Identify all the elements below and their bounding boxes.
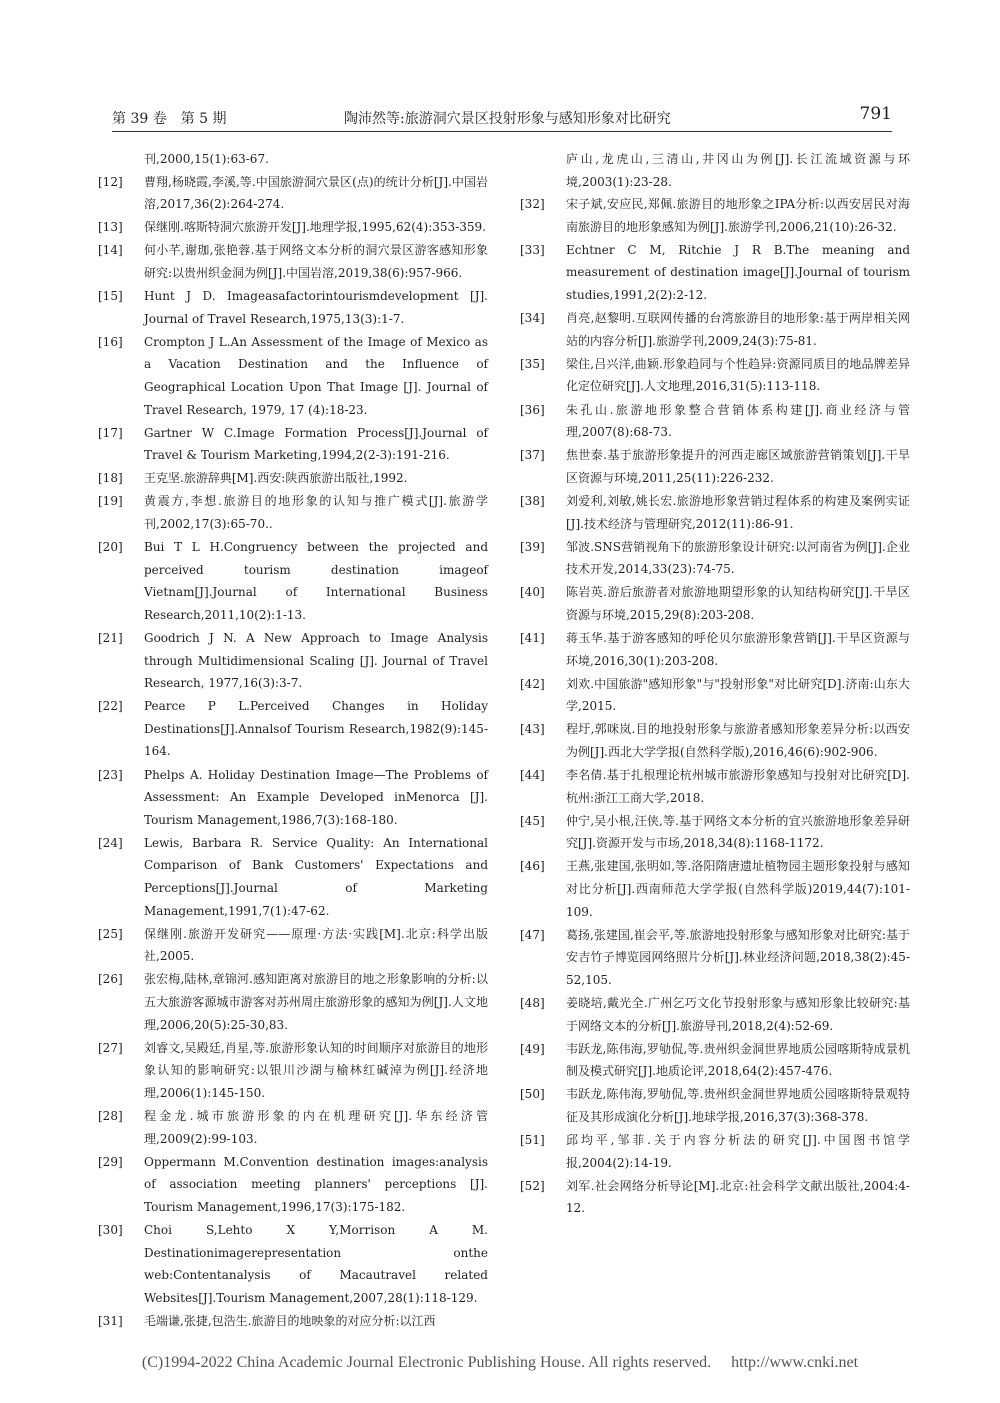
reference-item — [98, 764, 492, 832]
reference-number: [13] — [98, 220, 123, 235]
reference-item — [98, 1105, 488, 1150]
reference-text: 程金龙.城市旅游形象的内在机理研究[J].华东经济管理,2009(2):99-103. — [144, 1108, 488, 1146]
reference-item — [98, 536, 492, 626]
reference-text: Oppermann M.Convention destination images:analysis of association meeting planners' perceptions [J]. Tourism Management,1996,17(3):175-182. — [144, 1154, 492, 1214]
reference-text: Phelps A. Holiday Destination Image—The Problems of Assessment: An Example Developed inMenorca [J]. Tourism Management,1986,7(3):168-180. — [144, 767, 492, 827]
reference-item — [98, 331, 492, 421]
reference-item — [520, 490, 910, 535]
reference-item — [98, 239, 488, 284]
reference-text: 保继刚.喀斯特洞穴旅游开发[J].地理学报,1995,62(4):353-359. — [144, 220, 486, 235]
reference-item — [98, 1037, 488, 1105]
reference-number: [12] — [98, 174, 123, 189]
reference-item — [520, 627, 910, 672]
reference-item — [520, 992, 910, 1037]
reference-text: 王克坚.旅游辞典[M].西安:陕西旅游出版社,1992. — [144, 471, 408, 486]
reference-number: [29] — [98, 1154, 123, 1169]
reference-text: 张宏梅,陆林,章锦河.感知距离对旅游目的地之形象影响的分析:以五大旅游客源城市游客对苏州周庄旅游形象的感知为例[J].人文地理,2006,20(5):25-30,83. — [144, 972, 488, 1032]
running-header — [112, 104, 892, 128]
reference-number: [45] — [520, 813, 545, 828]
header-rule — [112, 131, 892, 132]
reference-number: [49] — [520, 1041, 545, 1056]
reference-number: [19] — [98, 494, 123, 509]
reference-text: 姜晓培,戴光全.广州乞巧文化节投射形象与感知形象比较研究:基于网络文本的分析[J].旅游导刊,2018,2(4):52-69. — [566, 995, 910, 1033]
reference-item — [520, 810, 910, 855]
reference-item — [98, 422, 492, 467]
reference-number: [41] — [520, 630, 545, 645]
reference-text: 王燕,张建国,张明如,等.洛阳隋唐遗址植物园主题形象投射与感知对比分析[J].西南师范大学学报(自然科学版)2019,44(7):101-109. — [566, 859, 910, 919]
reference-number: [34] — [520, 311, 545, 326]
reference-item — [98, 216, 488, 239]
reference-number: [43] — [520, 722, 545, 737]
reference-text: 黄震方,李想.旅游目的地形象的认知与推广模式[J].旅游学刊,2002,17(3):65-70.. — [144, 494, 488, 531]
reference-text: 毛端谦,张捷,包浩生.旅游目的地映象的对应分析:以江西 — [144, 1313, 436, 1328]
reference-continuation: 刊,2000,15(1):63-67. — [144, 152, 269, 166]
reference-item — [520, 718, 910, 763]
reference-item — [98, 923, 488, 968]
reference-item — [520, 1175, 910, 1220]
reference-number: [36] — [520, 402, 545, 417]
reference-item — [520, 307, 910, 352]
reference-text: Choi S,Lehto X Y,Morrison A M. Destinationimagerepresentation onthe web:Contentanalysis of Macautravel related Websites[J].Tourism Management,2007,28(1):118-129. — [144, 1222, 492, 1305]
reference-item — [520, 239, 914, 307]
reference-number: [48] — [520, 995, 545, 1010]
reference-number: [39] — [520, 539, 545, 554]
reference-text: 刘欢.中国旅游"感知形象"与"投射形象"对比研究[D].济南:山东大学,2015. — [566, 676, 910, 714]
reference-number: [46] — [520, 859, 545, 874]
reference-item — [98, 171, 488, 216]
reference-item — [520, 536, 910, 581]
reference-item — [98, 695, 492, 763]
reference-number: [51] — [520, 1133, 545, 1148]
reference-number: [38] — [520, 493, 545, 508]
reference-number: [47] — [520, 927, 545, 942]
reference-text: 梁住,吕兴洋,曲颖.形象趋同与个性趋异:资源同质目的地品牌差异化定位研究[J].人文地理,2016,31(5):113-118. — [566, 356, 910, 394]
reference-number: [52] — [520, 1178, 545, 1193]
reference-item — [98, 627, 492, 695]
reference-item — [98, 1310, 488, 1333]
reference-text: 蒋玉华.基于游客感知的呼伦贝尔旅游形象营销[J].干旱区资源与环境,2016,30(1):203-208. — [566, 630, 910, 668]
reference-text: 韦跃龙,陈伟海,罗劬侃,等.贵州织金洞世界地质公园喀斯特景观特征及其形成演化分析[J].地球学报,2016,37(3):368-378. — [566, 1087, 910, 1124]
footer-url: http://www.cnki.net — [731, 1354, 859, 1371]
reference-text: 刘军.社会网络分析导论[M].北京:社会科学文献出版社,2004:4-12. — [566, 1178, 910, 1216]
reference-number: [37] — [520, 448, 545, 463]
reference-item — [520, 924, 910, 992]
reference-text: 程圩,郭咪岚.目的地投射形象与旅游者感知形象差异分析:以西安为例[J].西北大学学报(自然科学版),2016,46(6):902-906. — [566, 722, 910, 759]
reference-text: 保继刚.旅游开发研究——原理·方法·实践[M].北京:科学出版社,2005. — [144, 926, 488, 964]
reference-number: [26] — [98, 972, 123, 987]
reference-text: 李名倩.基于扎根理论杭州城市旅游形象感知与投射对比研究[D].杭州:浙江工商大学,2018. — [566, 768, 910, 805]
reference-text: 邱均平,邹菲.关于内容分析法的研究[J].中国图书馆学报,2004(2):14-19. — [566, 1133, 910, 1170]
reference-text: 朱孔山.旅游地形象整合营销体系构建[J].商业经济与管理,2007(8):68-73. — [566, 402, 910, 440]
page-number: 791 — [859, 104, 892, 124]
reference-number: [21] — [98, 630, 123, 645]
reference-text: Crompton J L.An Assessment of the Image of Mexico as a Vacation Destination and the Influence of Geographical Location Upon That Image [J]. Journal of Travel Research, 1979, 17 (4):18-23. — [144, 334, 492, 417]
reference-number: [31] — [98, 1313, 123, 1328]
reference-item — [520, 673, 910, 718]
reference-text: 焦世泰.基于旅游形象提升的河西走廊区域旅游营销策划[J].干旱区资源与环境,2011,25(11):226-232. — [566, 448, 910, 485]
reference-number: [30] — [98, 1222, 123, 1237]
reference-item — [98, 467, 488, 490]
reference-number: [44] — [520, 768, 545, 783]
reference-item — [520, 1129, 910, 1174]
reference-text: Pearce P L.Perceived Changes in Holiday Destinations[J].Annalsof Tourism Research,1982(9):145-164. — [144, 699, 492, 759]
reference-item — [98, 1151, 492, 1219]
reference-text: 宋子斌,安应民,郑佩.旅游目的地形象之IPA分析:以西安居民对海南旅游目的地形象感知为例[J].旅游学刊,2006,21(10):26-32. — [566, 197, 910, 234]
reference-text: Gartner W C.Image Formation Process[J].Journal of Travel & Tourism Marketing,1994,2(2-3):191-216. — [144, 425, 492, 463]
reference-continuation: 庐山,龙虎山,三清山,井冈山为例[J].长江流域资源与环境,2003(1):23-28. — [566, 152, 910, 189]
reference-item — [520, 764, 910, 809]
reference-text: 肖亮,赵黎明.互联网传播的台湾旅游目的地形象:基于两岸相关网站的内容分析[J].旅游学刊,2009,24(3):75-81. — [566, 311, 910, 348]
reference-item — [520, 855, 910, 923]
reference-item — [520, 399, 910, 444]
reference-item — [98, 490, 488, 535]
running-title: 陶沛然等:旅游洞穴景区投射形象与感知形象对比研究 — [344, 111, 671, 127]
reference-number: [20] — [98, 540, 123, 555]
reference-text: 韦跃龙,陈伟海,罗劬侃,等.贵州织金洞世界地质公园喀斯特成景机制及模式研究[J].地质论评,2018,64(2):457-476. — [566, 1041, 910, 1079]
reference-item — [98, 1219, 492, 1309]
reference-number: [50] — [520, 1087, 545, 1102]
right-column — [520, 148, 914, 1220]
reference-number: [42] — [520, 676, 545, 691]
reference-number: [33] — [520, 242, 545, 257]
reference-item — [520, 353, 910, 398]
reference-number: [35] — [520, 356, 545, 371]
reference-number: [22] — [98, 699, 123, 714]
reference-text: 曹翔,杨晓霞,李溪,等.中国旅游洞穴景区(点)的统计分析[J].中国岩溶,2017,36(2):264-274. — [144, 174, 488, 212]
reference-number: [24] — [98, 835, 123, 850]
reference-item — [98, 968, 488, 1036]
left-column — [98, 148, 492, 1333]
reference-item — [520, 444, 910, 489]
reference-text: Lewis, Barbara R. Service Quality: An International Comparison of Bank Customers' Expectations and Perceptions[J].Journal of Marketing Management,1991,7(1):47-62. — [144, 835, 492, 918]
reference-text: 刘爱利,刘敏,姚长宏.旅游地形象营销过程体系的构建及案例实证[J].技术经济与管理研究,2012(11):86-91. — [566, 493, 910, 531]
reference-text: Bui T L H.Congruency between the projected and perceived tourism destination imageof Vietnam[J].Journal of International Business Research,2011,10(2):1-13. — [144, 540, 492, 622]
reference-number: [40] — [520, 585, 545, 600]
reference-item — [520, 1083, 910, 1128]
volume-issue: 第 39 卷 第 5 期 — [112, 111, 227, 127]
reference-text: 陈岩英.游后旅游者对旅游地期望形象的认知结构研究[J].干旱区资源与环境,2015,29(8):203-208. — [566, 585, 910, 622]
reference-number: [32] — [520, 197, 545, 212]
reference-text: Hunt J D. Imageasafactorintourismdevelopment [J]. Journal of Travel Research,1975,13(3):1-7. — [144, 289, 492, 326]
reference-item — [520, 581, 910, 626]
reference-text: 仲宁,吴小根,汪侠,等.基于网络文本分析的宜兴旅游地形象差异研究[J].资源开发与市场,2018,34(8):1168-1172. — [566, 813, 910, 851]
reference-text: Goodrich J N. A New Approach to Image Analysis through Multidimensional Scaling [J]. Journal of Travel Research, 1977,16(3):3-7. — [144, 630, 492, 691]
reference-text: 葛扬,张建国,崔会平,等.旅游地投射形象与感知形象对比研究:基于安吉竹子博览园网络照片分析[J].林业经济问题,2018,38(2):45-52,105. — [566, 927, 910, 987]
reference-text: Echtner C M, Ritchie J R B.The meaning and measurement of destination image[J].Journal of tourism studies,1991,2(2):2-12. — [566, 242, 914, 303]
reference-number: [25] — [98, 926, 123, 941]
reference-number: [27] — [98, 1040, 123, 1055]
reference-number: [16] — [98, 334, 123, 349]
reference-number: [23] — [98, 767, 123, 782]
reference-number: [28] — [98, 1108, 123, 1123]
reference-number: [18] — [98, 471, 123, 486]
reference-item — [520, 193, 910, 238]
footer — [0, 1354, 1000, 1372]
copyright-notice: (C)1994-2022 China Academic Journal Electronic Publishing House. All rights reserved. — [141, 1354, 712, 1371]
reference-text: 何小芊,谢珈,张艳蓉.基于网络文本分析的洞穴景区游客感知形象研究:以贵州织金洞为例[J].中国岩溶,2019,38(6):957-966. — [144, 243, 488, 280]
reference-number: [14] — [98, 243, 123, 258]
reference-number: [15] — [98, 289, 123, 304]
reference-item — [520, 1038, 910, 1083]
reference-text: 邹波.SNS营销视角下的旅游形象设计研究:以河南省为例[J].企业技术开发,2014,33(23):74-75. — [566, 539, 910, 577]
reference-item — [98, 285, 492, 330]
reference-item — [98, 832, 492, 922]
reference-text: 刘睿文,吴殿廷,肖星,等.旅游形象认知的时间顺序对旅游目的地形象认知的影响研究:以银川沙湖与榆林红碱淖为例[J].经济地理,2006(1):145-150. — [144, 1040, 488, 1100]
reference-number: [17] — [98, 425, 123, 440]
